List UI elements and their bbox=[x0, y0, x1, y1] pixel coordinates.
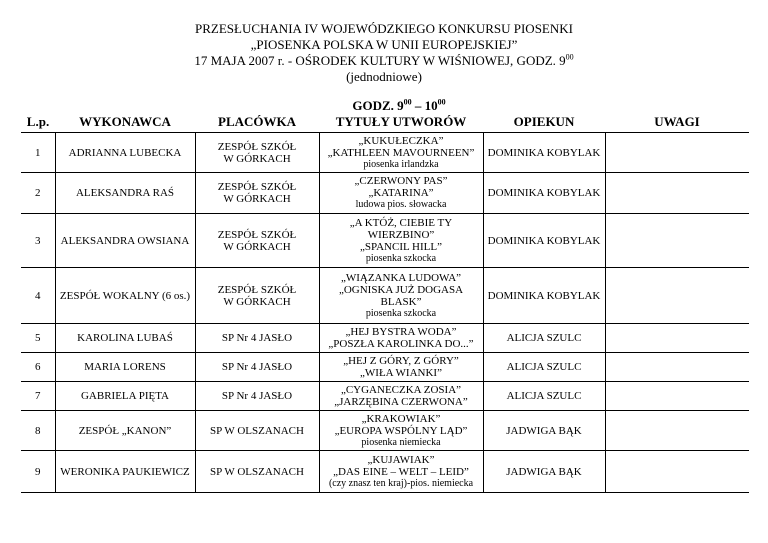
table-row bbox=[21, 268, 749, 324]
time-slot-end: – 10 bbox=[411, 98, 438, 113]
row-uwagi bbox=[605, 214, 749, 268]
table-row bbox=[21, 451, 749, 493]
title-line: WIERZBINO” bbox=[367, 228, 435, 241]
row-wykonawca: GABRIELA PIĘTA bbox=[55, 382, 195, 411]
col-header-placowka: PLACÓWKA bbox=[218, 114, 296, 129]
placowka-line: ZESPÓŁ SZKÓŁ bbox=[217, 140, 297, 153]
col-header-opiekun: OPIEKUN bbox=[513, 114, 575, 129]
row-placowka bbox=[195, 133, 319, 173]
table-header-row bbox=[21, 112, 749, 133]
table-row bbox=[21, 324, 749, 353]
row-uwagi bbox=[605, 411, 749, 451]
col-header-uwagi: UWAGI bbox=[654, 114, 700, 129]
row-opiekun: ALICJA SZULC bbox=[483, 324, 605, 353]
title-line: „OGNISKA JUŻ DOGASA bbox=[338, 283, 464, 296]
row-tytuly bbox=[319, 173, 483, 214]
row-tytuly bbox=[319, 214, 483, 268]
row-opiekun: JADWIGA BĄK bbox=[483, 451, 605, 493]
row-wykonawca: ZESPÓŁ WOKALNY (6 os.) bbox=[55, 268, 195, 324]
row-tytuly bbox=[319, 382, 483, 411]
title-line: „CZERWONY PAS” bbox=[354, 175, 448, 187]
title-line: „EUROPA WSPÓLNY LĄD” bbox=[334, 424, 468, 437]
row-placowka bbox=[195, 268, 319, 324]
row-opiekun: DOMINIKA KOBYLAK bbox=[483, 173, 605, 214]
row-lp: 3 bbox=[21, 214, 55, 268]
row-tytuly bbox=[319, 353, 483, 382]
row-uwagi bbox=[605, 324, 749, 353]
title-line: „WIŁA WIANKI” bbox=[360, 367, 442, 379]
placowka-line: ZESPÓŁ SZKÓŁ bbox=[217, 228, 297, 241]
row-lp: 2 bbox=[21, 173, 55, 214]
title-line: „HEJ Z GÓRY, Z GÓRY” bbox=[343, 355, 459, 367]
title-line: „CYGANECZKA ZOSIA” bbox=[340, 384, 462, 396]
placowka-line: SP Nr 4 JASŁO bbox=[221, 390, 293, 402]
title-line: „JARZĘBINA CZERWONA” bbox=[334, 396, 468, 408]
row-placowka bbox=[195, 451, 319, 493]
row-placowka bbox=[195, 353, 319, 382]
row-lp: 9 bbox=[21, 451, 55, 493]
header-title: PRZESŁUCHANIA IV WOJEWÓDZKIEGO KONKURSU PIOSENKI bbox=[195, 21, 573, 36]
header-date-place bbox=[0, 53, 768, 69]
table-row bbox=[21, 133, 749, 173]
table-row bbox=[21, 411, 749, 451]
row-wykonawca: MARIA LORENS bbox=[55, 353, 195, 382]
title-note: (czy znasz ten kraj)-pios. niemiecka bbox=[328, 477, 474, 489]
row-opiekun: ALICJA SZULC bbox=[483, 353, 605, 382]
placowka-line: W GÓRKACH bbox=[223, 240, 291, 253]
title-line: „DAS EINE – WELT – LEID” bbox=[333, 465, 469, 478]
row-opiekun: DOMINIKA KOBYLAK bbox=[483, 268, 605, 324]
title-line: „KATHLEEN MAVOURNEEN” bbox=[327, 146, 475, 159]
placowka-line: W GÓRKACH bbox=[223, 152, 291, 165]
title-note: piosenka szkocka bbox=[365, 252, 437, 264]
placowka-line: ZESPÓŁ SZKÓŁ bbox=[217, 181, 297, 193]
row-tytuly bbox=[319, 268, 483, 324]
row-wykonawca: WERONIKA PAUKIEWICZ bbox=[55, 451, 195, 493]
row-wykonawca: ADRIANNA LUBECKA bbox=[55, 133, 195, 173]
table-row bbox=[21, 214, 749, 268]
time-slot-end-sup: 00 bbox=[437, 97, 446, 107]
row-placowka bbox=[195, 324, 319, 353]
placowka-line: W GÓRKACH bbox=[223, 295, 291, 308]
placowka-line: W GÓRKACH bbox=[223, 193, 291, 205]
title-note: piosenka niemiecka bbox=[361, 436, 441, 448]
row-lp: 4 bbox=[21, 268, 55, 324]
title-line: „KUKUŁECZKA” bbox=[358, 134, 444, 147]
placowka-line: SP Nr 4 JASŁO bbox=[221, 361, 293, 373]
row-opiekun: JADWIGA BĄK bbox=[483, 411, 605, 451]
table-row bbox=[21, 173, 749, 214]
schedule-table bbox=[21, 112, 749, 493]
time-slot-start: GODZ. 9 bbox=[352, 98, 404, 113]
title-line: „KUJAWIAK” bbox=[367, 453, 435, 466]
placowka-line: SP W OLSZANACH bbox=[210, 424, 304, 437]
table-row bbox=[21, 353, 749, 382]
row-uwagi bbox=[605, 268, 749, 324]
row-placowka bbox=[195, 382, 319, 411]
placowka-line: SP W OLSZANACH bbox=[210, 465, 304, 478]
table-row bbox=[21, 382, 749, 411]
header-subtitle: „PIOSENKA POLSKA W UNII EUROPEJSKIEJ” bbox=[250, 37, 518, 52]
title-line: „SPANCIL HILL” bbox=[360, 240, 442, 253]
row-tytuly bbox=[319, 133, 483, 173]
title-note: ludowa pios. słowacka bbox=[355, 199, 447, 210]
header-time-sup: 00 bbox=[565, 52, 574, 62]
placowka-line: ZESPÓŁ SZKÓŁ bbox=[217, 283, 297, 296]
title-line: „KATARINA” bbox=[368, 187, 434, 199]
title-line: „POSZŁA KAROLINKA DO...” bbox=[328, 338, 474, 350]
col-header-tytuly: TYTUŁY UTWORÓW bbox=[335, 114, 467, 129]
time-slot-start-sup: 00 bbox=[403, 97, 412, 107]
row-opiekun: ALICJA SZULC bbox=[483, 382, 605, 411]
row-wykonawca: ALEKSANDRA RAŚ bbox=[55, 173, 195, 214]
row-wykonawca: KAROLINA LUBAŚ bbox=[55, 324, 195, 353]
title-note: piosenka irlandzka bbox=[363, 158, 439, 170]
row-lp: 1 bbox=[21, 133, 55, 173]
row-placowka bbox=[195, 411, 319, 451]
row-uwagi bbox=[605, 353, 749, 382]
row-uwagi bbox=[605, 173, 749, 214]
header-note: (jednodniowe) bbox=[346, 69, 422, 84]
row-tytuly bbox=[319, 451, 483, 493]
row-wykonawca: ALEKSANDRA OWSIANA bbox=[55, 214, 195, 268]
row-lp: 6 bbox=[21, 353, 55, 382]
placowka-line: SP Nr 4 JASŁO bbox=[221, 332, 293, 344]
row-lp: 5 bbox=[21, 324, 55, 353]
title-line: BLASK” bbox=[380, 295, 422, 308]
row-placowka bbox=[195, 173, 319, 214]
row-lp: 8 bbox=[21, 411, 55, 451]
title-note: piosenka szkocka bbox=[365, 307, 437, 319]
row-placowka bbox=[195, 214, 319, 268]
row-uwagi bbox=[605, 451, 749, 493]
row-wykonawca: ZESPÓŁ „KANON” bbox=[55, 411, 195, 451]
col-header-lp: L.p. bbox=[26, 114, 50, 129]
title-line: „KRAKOWIAK” bbox=[361, 412, 441, 425]
title-line: „HEJ BYSTRA WODA” bbox=[345, 326, 457, 338]
header-date-text: 17 MAJA 2007 r. - OŚRODEK KULTURY W WIŚNIOWEJ, GODZ. 9 bbox=[194, 53, 566, 68]
row-tytuly bbox=[319, 411, 483, 451]
row-tytuly bbox=[319, 324, 483, 353]
col-header-wykonawca: WYKONAWCA bbox=[79, 114, 171, 129]
row-uwagi bbox=[605, 382, 749, 411]
title-line: „A KTÓŻ, CIEBIE TY bbox=[349, 216, 453, 229]
document-header bbox=[0, 21, 768, 85]
row-opiekun: DOMINIKA KOBYLAK bbox=[483, 214, 605, 268]
row-lp: 7 bbox=[21, 382, 55, 411]
row-opiekun: DOMINIKA KOBYLAK bbox=[483, 133, 605, 173]
title-line: „WIĄZANKA LUDOWA” bbox=[340, 271, 462, 284]
row-uwagi bbox=[605, 133, 749, 173]
